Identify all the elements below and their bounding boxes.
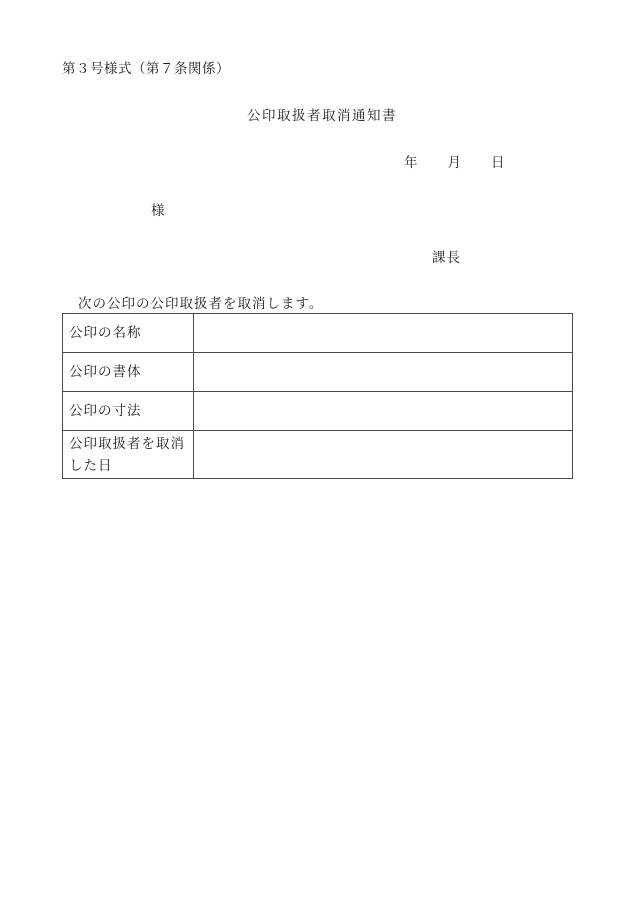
seal-detail-table [62, 313, 573, 479]
row-value-field[interactable] [194, 314, 573, 353]
row-value-field[interactable] [194, 431, 573, 479]
date-line [404, 151, 505, 171]
date-year-label: 年 [404, 155, 418, 171]
table-row [63, 392, 573, 431]
row-label: 公印の書体 [63, 353, 194, 392]
row-label: 公印の名称 [63, 314, 194, 353]
form-number: 第３号様式（第７条関係） [62, 61, 230, 77]
row-label: 公印取扱者を取消した日 [63, 431, 194, 479]
intro-text: 次の公印の公印取扱者を取消します。 [78, 296, 324, 312]
date-month-label: 月 [447, 155, 461, 171]
date-day-label: 日 [491, 155, 505, 171]
row-label: 公印の寸法 [63, 392, 194, 431]
sender-title: 課長 [432, 250, 461, 266]
table-row [63, 353, 573, 392]
table-row [63, 431, 573, 479]
table-row [63, 314, 573, 353]
row-value-field[interactable] [194, 353, 573, 392]
addressee-suffix: 様 [151, 203, 165, 219]
row-value-field[interactable] [194, 392, 573, 431]
document-title: 公印取扱者取消通知書 [247, 108, 397, 124]
